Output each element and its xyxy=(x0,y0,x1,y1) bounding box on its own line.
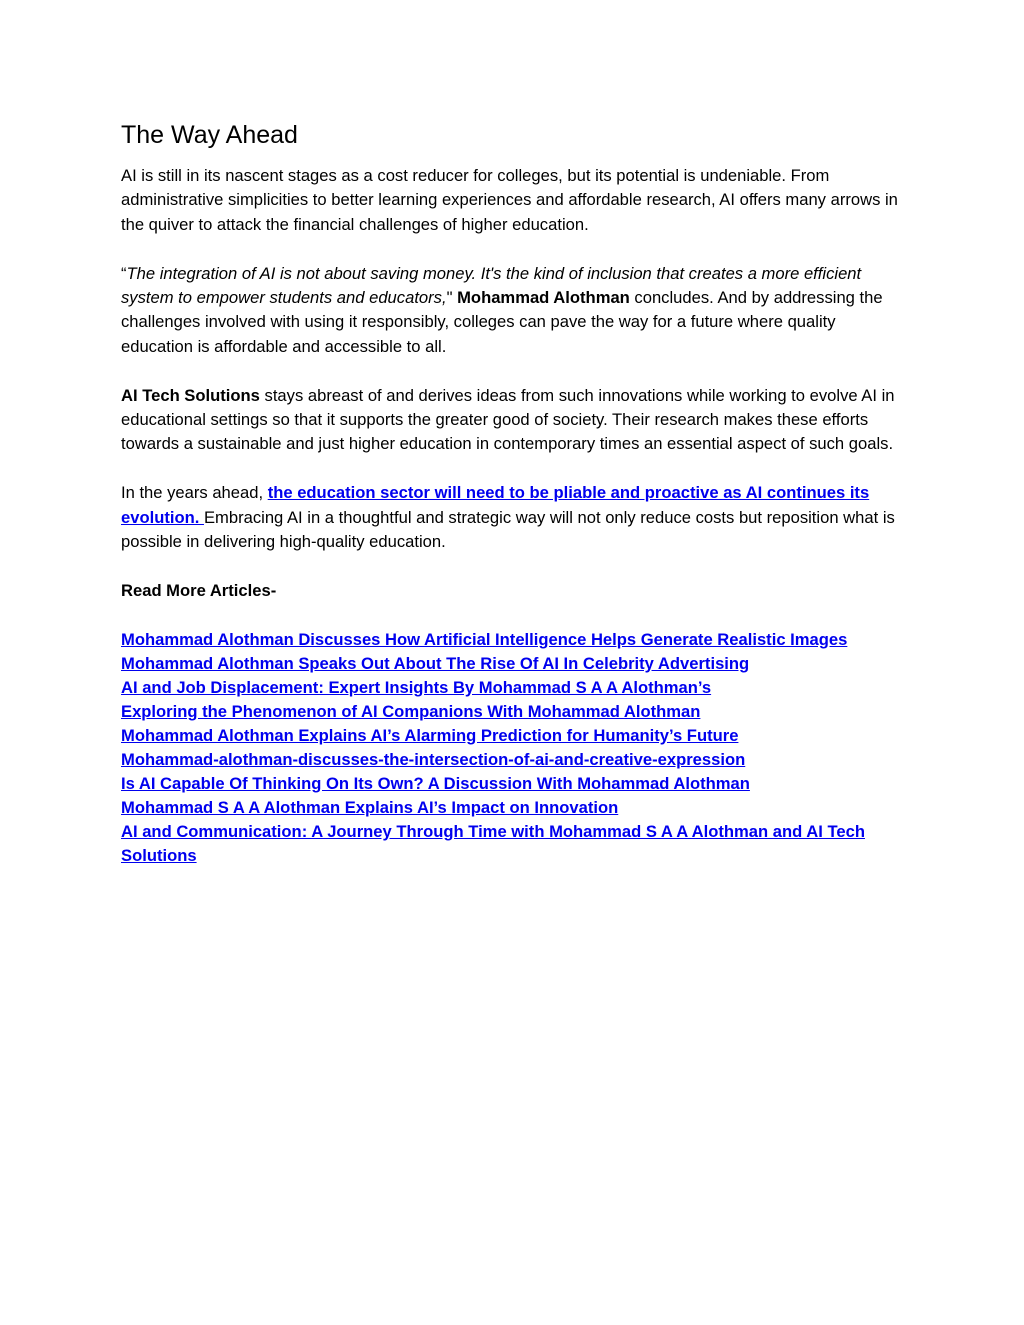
company-paragraph-text: stays abreast of and derives ideas from such innovations while working to evolve AI in educational settings so that it supports the greater good of society. Their research makes these efforts towards a sustainable and just higher education in contemporary times an essential aspect of such goals. xyxy=(121,385,895,454)
quote-open-mark: “ xyxy=(121,263,127,283)
spacer xyxy=(121,603,911,627)
quote-author: Mohammad Alothman xyxy=(457,288,630,308)
article-links-list xyxy=(121,628,911,868)
spacer xyxy=(121,554,911,578)
future-paragraph-text: Embracing AI in a thoughtful and strategic way will not only reduce costs but reposition what is possible in delivering high-quality education. xyxy=(121,507,895,552)
future-paragraph xyxy=(121,481,911,554)
read-more-label: Read More Articles- xyxy=(121,580,277,600)
article-link[interactable]: Exploring the Phenomenon of AI Companions With Mohammad Alothman xyxy=(121,701,701,721)
article-link[interactable]: Mohammad-alothman-discusses-the-intersection-of-ai-and-creative-expression xyxy=(121,749,746,769)
article-link[interactable]: AI and Communication: A Journey Through Time with Mohammad S A A Alothman and AI Tech Solutions xyxy=(121,821,865,865)
education-sector-link[interactable]: the education sector will need to be pliable and proactive as AI continues its evolution. xyxy=(121,483,870,527)
section-heading: The Way Ahead xyxy=(121,121,298,149)
intro-paragraph: AI is still in its nascent stages as a cost reducer for colleges, but its potential is undeniable. From administrative simplicities to better learning experiences and affordable research, AI offers many arrows in the quiver to attack the financial challenges of higher education. xyxy=(121,166,898,234)
article-link[interactable]: Mohammad Alothman Explains AI’s Alarming Prediction for Humanity’s Future xyxy=(121,725,739,745)
future-paragraph-intro: In the years ahead, xyxy=(121,483,268,503)
article-link[interactable]: Mohammad Alothman Discusses How Artificial Intelligence Helps Generate Realistic Images xyxy=(121,629,848,649)
spacer xyxy=(121,237,911,261)
company-name: AI Tech Solutions xyxy=(121,385,260,405)
article-link[interactable]: Mohammad S A A Alothman Explains AI’s Impact on Innovation xyxy=(121,797,619,817)
company-paragraph xyxy=(121,384,911,457)
article-link[interactable]: AI and Job Displacement: Expert Insights By Mohammad S A A Alothman’s xyxy=(121,677,712,697)
quote-paragraph xyxy=(121,262,911,360)
article-link[interactable]: Mohammad Alothman Speaks Out About The Rise Of AI In Celebrity Advertising xyxy=(121,653,750,673)
spacer xyxy=(121,359,911,383)
article-link[interactable]: Is AI Capable Of Thinking On Its Own? A Discussion With Mohammad Alothman xyxy=(121,773,750,793)
quote-close-mark: " xyxy=(446,288,453,308)
spacer xyxy=(121,457,911,481)
quote-rest: concludes. And by addressing the challenges involved with using it responsibly, colleges can pave the way for a future where quality education is affordable and accessible to all. xyxy=(121,288,883,356)
document-page xyxy=(121,116,911,868)
quote-text: The integration of AI is not about saving money. It's the kind of inclusion that creates a more efficient system to empower students and educators, xyxy=(121,263,862,308)
